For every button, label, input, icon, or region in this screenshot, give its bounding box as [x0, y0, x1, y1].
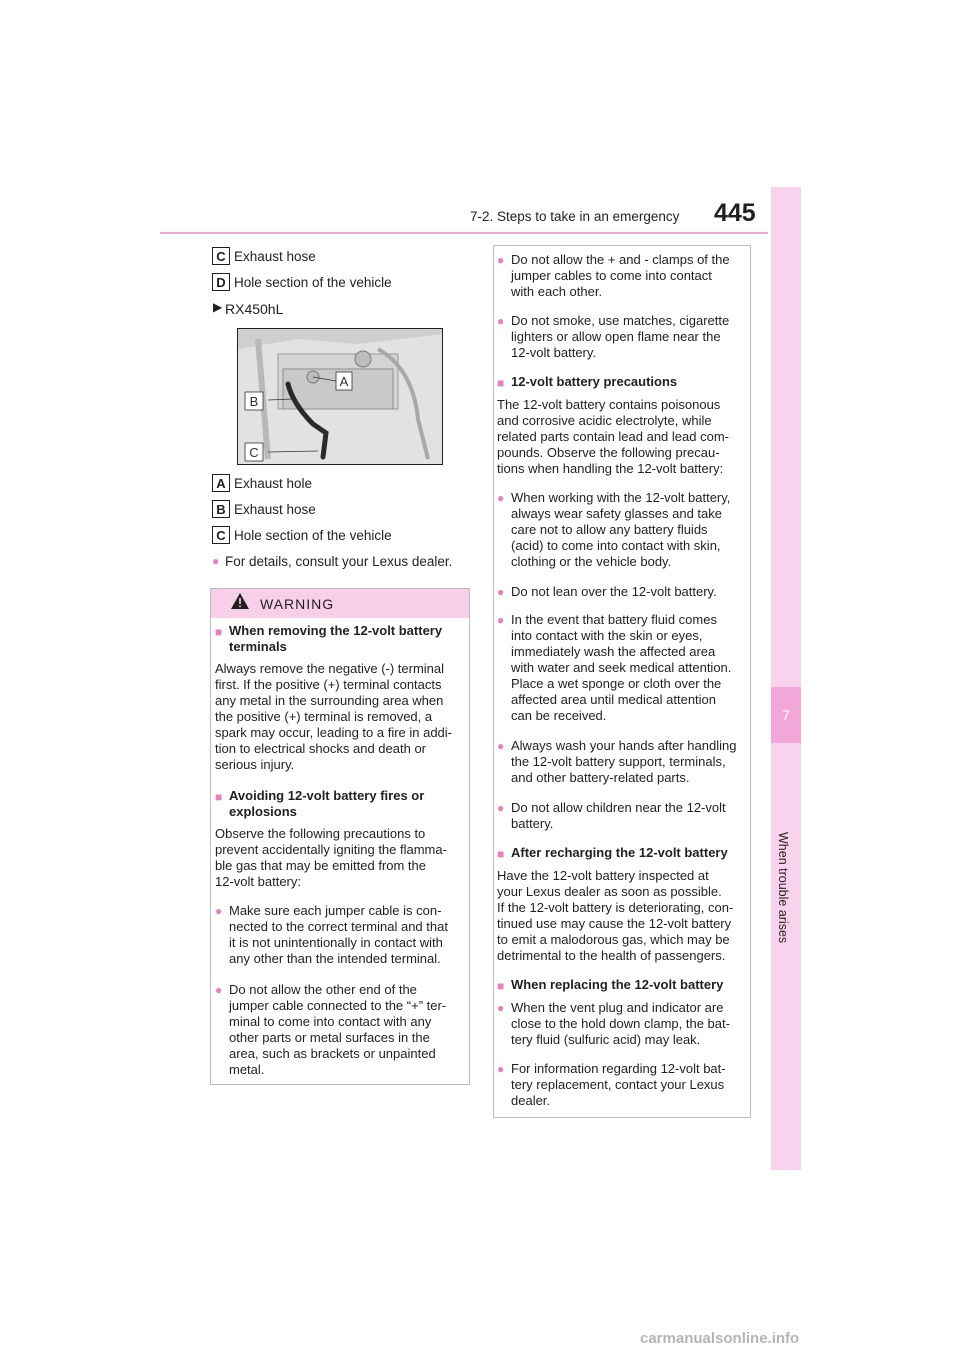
figure-callout-a: A	[339, 374, 349, 389]
bullet-icon: ●	[497, 613, 505, 627]
bullet-icon: ●	[212, 554, 220, 568]
item-text: Exhaust hose	[234, 502, 316, 517]
chapter-number-tab	[771, 687, 801, 743]
warning-icon	[230, 592, 250, 615]
right-bullet-7: Do not allow children near the 12-volt battery.	[511, 800, 726, 831]
right-bullet-2: Do not smoke, use matches, cigarette lighters or allow open flame near the 12-volt battery.	[511, 313, 730, 360]
square-bullet-icon: ■	[497, 847, 505, 861]
header-rule	[160, 232, 768, 234]
callout-badge: B	[212, 500, 230, 518]
callout-badge: D	[212, 273, 230, 291]
warning-heading-2: Avoiding 12-volt battery fires or explosions	[229, 788, 425, 819]
bullet-icon: ●	[497, 801, 505, 815]
right-paragraph-1: The 12-volt battery contains poisonous and corrosive acidic electrolyte, while related parts contain lead and lead com- pounds. Observe the following precau- tions when handling the 12-volt battery:	[497, 397, 729, 476]
bullet-icon: ●	[497, 1062, 505, 1076]
right-bullet-9: For information regarding 12-volt bat- tery replacement, contact your Lexus dealer.	[511, 1061, 726, 1108]
warning-paragraph-2: Observe the following precautions to prevent accidentally igniting the flamma- ble gas that may be emitted from the 12-volt battery:	[215, 826, 447, 889]
item-text: Exhaust hose	[234, 249, 316, 264]
right-bullet-5: In the event that battery fluid comes into contact with the skin or eyes, immediately wash the affected area with water and seek medical attention. Place a wet sponge or cloth over the affected area until medical attention can be received.	[511, 612, 732, 723]
callout-badge: A	[212, 474, 230, 492]
chapter-title: When trouble arises	[776, 832, 790, 944]
bullet-icon: ●	[497, 314, 505, 328]
arrow-icon: ▶	[213, 300, 223, 314]
bullet-icon: ●	[497, 585, 505, 599]
section-title: 7-2. Steps to take in an emergency	[470, 209, 680, 224]
square-bullet-icon: ■	[497, 979, 505, 993]
right-heading-3: When replacing the 12-volt battery	[511, 977, 724, 992]
square-bullet-icon: ■	[215, 625, 223, 639]
warning-paragraph-1: Always remove the negative (-) terminal first. If the positive (+) terminal contacts any metal in the surrounding area when the positive (+) terminal is removed, a spark may occur, leading to a fire in addi- tion to electrical shocks and death or serious injury.	[215, 661, 453, 772]
chapter-number: 7	[782, 707, 790, 723]
bullet-icon: ●	[497, 253, 505, 267]
warning-title: WARNING	[260, 596, 335, 612]
right-bullet-3: When working with the 12-volt battery, always wear safety glasses and take care not to allow any battery fluids (acid) to come into contact with skin, clothing or the vehicle body.	[511, 490, 731, 569]
warning-heading-1: When removing the 12-volt battery terminals	[229, 623, 443, 654]
figure-callout-b: B	[249, 394, 259, 409]
item-text: Hole section of the vehicle	[234, 528, 392, 543]
model-label: RX450hL	[225, 301, 284, 317]
note-text: For details, consult your Lexus dealer.	[225, 554, 453, 569]
callout-badge: C	[212, 247, 230, 265]
right-paragraph-2: Have the 12-volt battery inspected at your Lexus dealer as soon as possible. If the 12-volt battery is deteriorating, con- tinued use may cause the 12-volt battery to emit a malodorous gas, which may be detrimental to the health of passengers.	[497, 868, 734, 963]
page-number: 445	[714, 199, 756, 227]
bullet-icon: ●	[215, 983, 223, 997]
bullet-icon: ●	[497, 739, 505, 753]
battery-figure	[237, 328, 443, 465]
square-bullet-icon: ■	[215, 790, 223, 804]
square-bullet-icon: ■	[497, 376, 505, 390]
item-text: Hole section of the vehicle	[234, 275, 392, 290]
bullet-icon: ●	[497, 491, 505, 505]
watermark: carmanualsonline.info	[640, 1330, 800, 1347]
right-heading-1: 12-volt battery precautions	[511, 374, 678, 389]
bullet-icon: ●	[215, 904, 223, 918]
right-bullet-8: When the vent plug and indicator are close to the hold down clamp, the bat- tery fluid (sulfuric acid) may leak.	[511, 1000, 730, 1047]
bullet-icon: ●	[497, 1001, 505, 1015]
warning-bullet-2: Do not allow the other end of the jumper cable connected to the “+” ter- minal to come into contact with any other parts or metal surfaces in the area, such as brackets or unpainted metal.	[229, 982, 447, 1077]
chapter-side-tab	[771, 187, 801, 1170]
warning-bullet-1: Make sure each jumper cable is con- nected to the correct terminal and that it is not unintentionally in contact with any other than the intended terminal.	[229, 903, 448, 966]
figure-callout-c: C	[249, 445, 259, 460]
item-text: Exhaust hole	[234, 476, 313, 491]
right-bullet-1: Do not allow the + and - clamps of the jumper cables to come into contact with each other.	[511, 252, 730, 299]
right-bullet-4: Do not lean over the 12-volt battery.	[511, 584, 717, 599]
right-heading-2: After recharging the 12-volt battery	[511, 845, 728, 860]
callout-badge: C	[212, 526, 230, 544]
right-bullet-6: Always wash your hands after handling the 12-volt battery support, terminals, and other battery-related parts.	[511, 738, 737, 785]
battery-illustration	[238, 329, 443, 465]
